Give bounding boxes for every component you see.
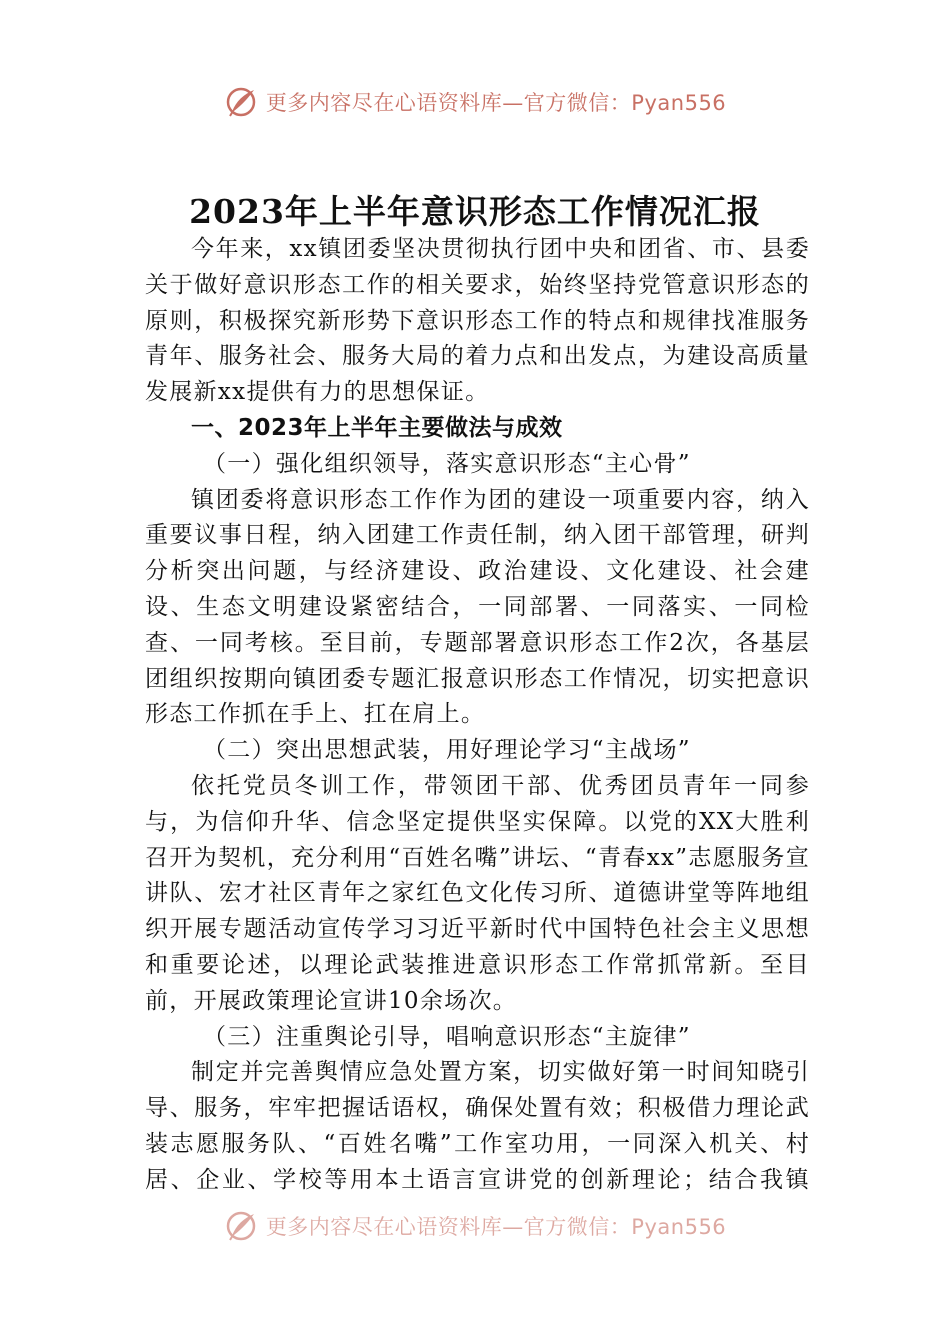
watermark-text: 更多内容尽在心语资料库—官方微信：Pyan556 — [265, 91, 727, 115]
watermark-header — [0, 82, 950, 122]
feather-pen-logo-icon — [224, 1209, 258, 1243]
subsection-paragraph-1: 镇团委将意识形态工作作为团的建设一项重要内容，纳入重要议事日程，纳入团建工作责任制，纳入团干部管理，研判分析突出问题，与经济建设、政治建设、文化建设、社会建设、生态文明建设紧密结合，一同部署、一同落实、一同检查、一同考核。至目前，专题部署意识形态工作2次，各基层团组织按期向镇团委专题汇报意识形态工作情况，切实把意识形态工作抓在手上、扛在肩上。 — [145, 486, 810, 728]
document-title: 2023年上半年意识形态工作情况汇报 — [189, 192, 761, 231]
subsection-heading-1: （一）强化组织领导，落实意识形态“主心骨” — [203, 450, 691, 477]
subsection-heading-3: （三）注重舆论引导，唱响意识形态“主旋律” — [203, 1023, 691, 1050]
intro-paragraph: 今年来，xx镇团委坚决贯彻执行团中央和团省、市、县委关于做好意识形态工作的相关要求，始终坚持党管意识形态的原则，积极探究新形势下意识形态工作的特点和规律找准服务青年、服务社会、服务大局的着力点和出发点，为建设高质量发展新xx提供有力的思想保证。 — [145, 236, 810, 406]
subsection-heading-2: （二）突出思想武装，用好理论学习“主战场” — [203, 737, 691, 764]
watermark-text: 更多内容尽在心语资料库—官方微信：Pyan556 — [265, 1215, 727, 1239]
document-body — [145, 232, 810, 1197]
feather-pen-logo-icon — [224, 85, 258, 119]
watermark-footer — [0, 1206, 950, 1246]
subsection-paragraph-3: 制定并完善舆情应急处置方案，切实做好第一时间知晓引导、服务，牢牢把握话语权，确保处置有效；积极借力理论武装志愿服务队、“百姓名嘴”工作室功用，一同深入机关、村居、企业、学校等用本土语言宣讲党的创新理论；结合我镇 — [145, 1059, 810, 1193]
document-content — [145, 232, 810, 1197]
section-heading-1: 一、2023年上半年主要做法与成效 — [191, 414, 563, 441]
subsection-paragraph-2: 依托党员冬训工作，带领团干部、优秀团员青年一同参与，为信仰升华、信念坚定提供坚实保障。以党的XX大胜利召开为契机，充分利用“百姓名嘴”讲坛、“青春xx”志愿服务宣讲队、宏才社区青年之家红色文化传习所、道德讲堂等阵地组织开展专题活动宣传学习习近平新时代中国特色社会主义思想和重要论述，以理论武装推进意识形态工作常抓常新。至目前，开展政策理论宣讲10余场次。 — [145, 772, 810, 1014]
